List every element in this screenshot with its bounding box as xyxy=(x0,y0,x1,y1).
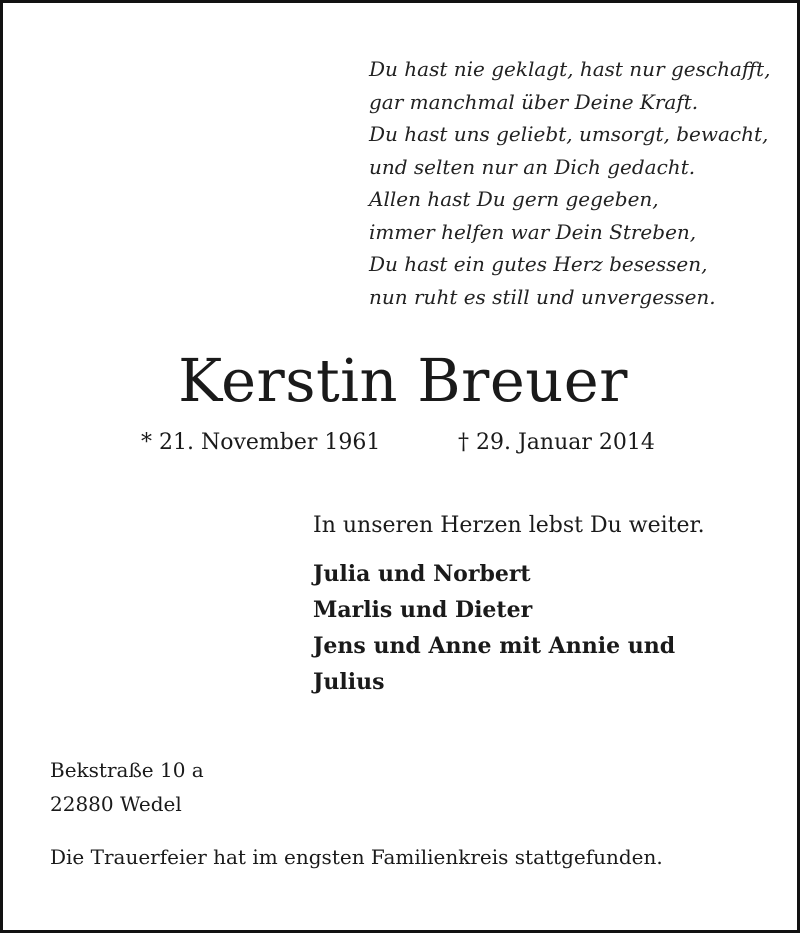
poem-line: Du hast nie geklagt, hast nur geschafft, xyxy=(369,57,771,81)
address-city: 22880 Wedel xyxy=(50,792,182,816)
death-date: † 29. Januar 2014 xyxy=(458,430,655,455)
poem-line: immer helfen war Dein Streben, xyxy=(369,219,697,244)
deceased-name: Kerstin Breuer xyxy=(178,346,628,415)
address-block xyxy=(50,753,204,821)
poem-line: Du hast uns geliebt, umsorgt, bewacht, xyxy=(369,122,769,146)
mourners-list xyxy=(313,556,675,700)
mourner-line: Jens und Anne mit Annie und xyxy=(313,633,676,659)
motto: In unseren Herzen lebst Du weiter. xyxy=(313,513,705,538)
mourner-line: Julius xyxy=(313,669,385,695)
funeral-note: Die Trauerfeier hat im engsten Familienkreis stattgefunden. xyxy=(50,845,663,869)
mourner-line: Julia und Norbert xyxy=(313,561,531,587)
poem-line: Du hast ein gutes Herz besessen, xyxy=(369,252,708,276)
poem-line: gar manchmal über Deine Kraft. xyxy=(369,89,699,114)
address-street: Bekstraße 10 a xyxy=(50,758,204,782)
poem-line: und selten nur an Dich gedacht. xyxy=(369,154,696,179)
mourner-line: Marlis und Dieter xyxy=(313,597,533,623)
poem-line: nun ruht es still und unvergessen. xyxy=(369,284,716,309)
poem xyxy=(369,53,770,313)
poem-line: Allen hast Du gern gegeben, xyxy=(369,187,659,211)
birth-date: * 21. November 1961 xyxy=(141,430,381,455)
